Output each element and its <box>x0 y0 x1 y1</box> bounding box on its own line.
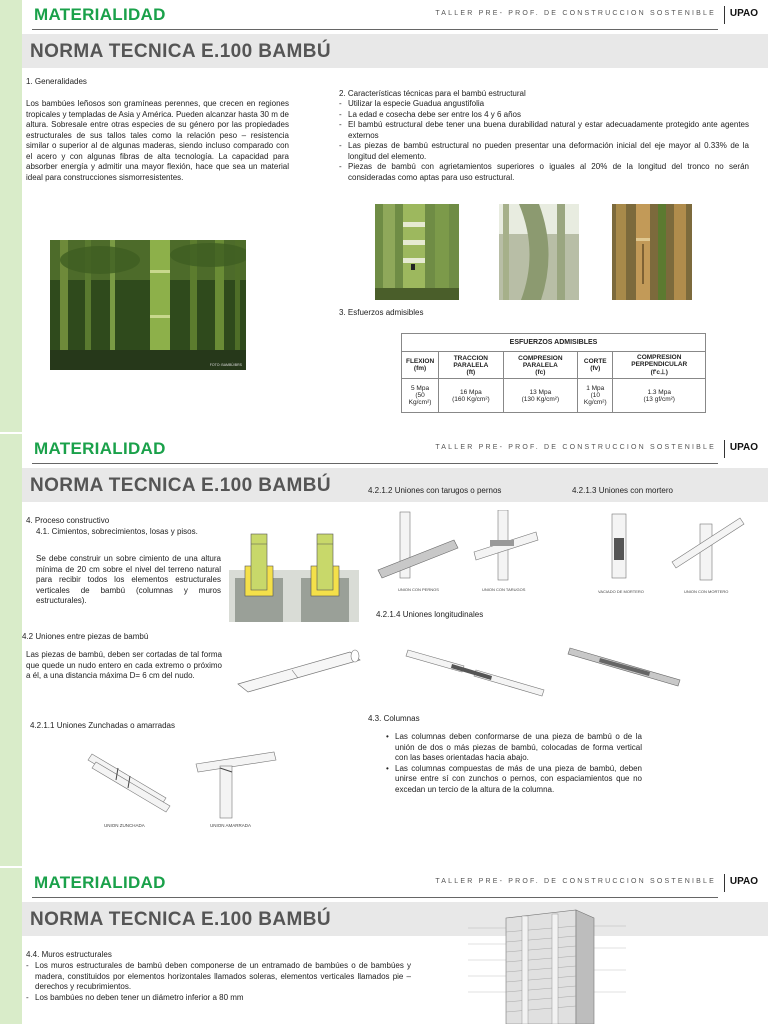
table-header: COMPRESION PERPENDICULAR (f'c⊥) <box>613 352 706 379</box>
list-item: - Los muros estructurales de bambú deben componerse de un entramado de bambúes o de bambúes y madera, constituidos por elementos horizontales llamados soleras, elementos verticales llamados pie – derechos y recubrimientos. <box>26 961 411 993</box>
list-item: • Las columnas compuestas de más de una pieza de bambú, deben unirse entre sí con zunchos o pernos, con espaciamientos que no excedan un tercio de la altura de la columna. <box>386 764 642 796</box>
tarugos-heading: 4.2.1.2 Uniones con tarugos o pernos <box>368 486 502 495</box>
table-header: FLEXION (fm) <box>402 352 439 379</box>
list-item: - Utilizar la especie Guadua angustifolia <box>339 99 749 110</box>
union-longitudinal-diagram-2 <box>560 630 690 694</box>
columnas-heading: 4.3. Columnas <box>368 714 420 723</box>
zunchada-caption: UNION ZUNCHADA <box>104 823 145 828</box>
brand-title: MATERIALIDAD <box>34 873 166 892</box>
pernos-caption: UNION CON PERNOS <box>398 587 439 592</box>
union-pernos-diagram <box>374 510 544 592</box>
list-item: - Piezas de bambú con agrietamientos superiores o iguales al 20% de la longitud del tronco no serán consideradas como aptas para uso estructural. <box>339 162 749 183</box>
course-title: TALLER PRE- PROF. DE CONSTRUCCION SOSTENIBLE <box>435 878 716 885</box>
mortero-heading: 4.2.1.3 Uniones con mortero <box>572 486 673 495</box>
course-title: TALLER PRE- PROF. DE CONSTRUCCION SOSTENIBLE <box>435 10 716 17</box>
bamboo-node-photo-1 <box>375 204 459 300</box>
zunchadas-heading: 4.2.1.1 Uniones Zunchadas o amarradas <box>30 721 175 730</box>
proceso-heading: 4. Proceso constructivo <box>26 516 110 525</box>
columnas-list <box>386 732 642 795</box>
page-title: NORMA TECNICA E.100 BAMBÚ <box>30 475 332 496</box>
table-cell: 16 Mpa (160 Kg/cm²) <box>439 379 504 413</box>
side-strip <box>0 434 22 866</box>
header-rule <box>32 463 718 464</box>
cimiento-diagram <box>229 530 359 622</box>
upao-logo: UPAO <box>729 8 758 19</box>
slide-1 <box>0 0 768 432</box>
page-title: NORMA TECNICA E.100 BAMBÚ <box>30 909 332 930</box>
table-caption: ESFUERZOS ADMISIBLES <box>402 334 706 352</box>
course-title: TALLER PRE- PROF. DE CONSTRUCCION SOSTENIBLE <box>435 444 716 451</box>
table-cell: 1 Mpa (10 Kg/cm²) <box>578 379 613 413</box>
slide-3 <box>0 868 768 1024</box>
table-cell: 1.3 Mpa (13 gf/cm²) <box>613 379 706 413</box>
caracteristicas-heading: 2. Características técnicas para el bambú estructural <box>339 89 526 98</box>
bamboo-deformation-photo <box>499 204 579 300</box>
upao-logo: UPAO <box>729 876 758 887</box>
brand-title: MATERIALIDAD <box>34 439 166 458</box>
list-item: - Los bambúes no deben tener un diámetro inferior a 80 mm <box>26 993 411 1004</box>
bamboo-crack-photo <box>612 204 692 300</box>
union-mortero-diagram <box>552 510 748 594</box>
header-divider <box>724 440 725 458</box>
header-divider <box>724 874 725 892</box>
cimientos-text: Se debe construir un sobre cimiento de una altura mínima de 20 cm sobre el nivel del terreno natural para recibir todos los elementos estructurales verticales de bambú (columnas y muros estructurales). <box>36 554 221 605</box>
slide-2 <box>0 434 768 866</box>
list-item: - Las piezas de bambú estructural no pueden presentar una deformación inicial del eje mayor al 0.33% de la longitud del elemento. <box>339 141 749 162</box>
uniones-text: Las piezas de bambú, deben ser cortadas de tal forma que quede un nudo entero en cada extremo o próximo a él, a una distancia máxima D= 6 cm del nudo. <box>26 650 222 680</box>
slide-header <box>22 868 768 900</box>
mortero-caption: UNION CON MORTERO <box>684 589 729 594</box>
union-longitudinal-diagram-1 <box>400 630 550 700</box>
title-bar <box>22 902 768 936</box>
union-zunchada-diagram <box>84 746 174 828</box>
amarrada-caption: UNION AMARRADA <box>210 823 252 828</box>
title-bar <box>22 34 768 68</box>
slide-header <box>22 434 768 466</box>
bamboo-cut-diagram <box>232 644 364 700</box>
caracteristicas-list <box>339 99 749 183</box>
table-header: CORTE (fv) <box>578 352 613 379</box>
page-title: NORMA TECNICA E.100 BAMBÚ <box>30 41 332 62</box>
photo-credit: FOTO: BAMBÚ/BRS <box>209 363 242 367</box>
title-bar <box>22 468 768 502</box>
table-cell: 5 Mpa (50 Kg/cm²) <box>402 379 439 413</box>
esfuerzos-table <box>401 333 706 413</box>
esfuerzos-heading: 3. Esfuerzos admisibles <box>339 308 424 317</box>
muro-estructural-diagram <box>466 908 656 1024</box>
list-item: - El bambú estructural debe tener una buena durabilidad natural y estar adecuadamente protegido ante agentes externos <box>339 120 749 141</box>
muros-heading: 4.4. Muros estructurales <box>26 950 112 959</box>
uniones-heading: 4.2 Uniones entre piezas de bambú <box>22 632 149 641</box>
cimientos-heading: 4.1. Cimientos, sobrecimientos, losas y pisos. <box>36 527 198 536</box>
side-strip <box>0 868 22 1024</box>
bamboo-forest-photo <box>50 240 246 370</box>
tarugos-caption: UNION CON TARUGOS <box>482 587 526 592</box>
generalidades-text: Los bambúes leñosos son gramíneas perennes, que crecen en regiones tropicales y templadas de Asia y América. Pueden alcanzar hasta 30 m de altura. Sobresale entre otras especies de su género por las propiedades estructurales de sus tallos tales como la relación peso – resistencia similar o superior al de algunas maderas, siendo incluso comparado con el acero y con algunas fibras de alta tecnología. La capacidad para absorber energía y admitir una mayor flexión, hace que sea un material ideal para construcciones sismorresistentes. <box>26 99 289 182</box>
slide-header <box>22 0 768 32</box>
generalidades-heading: 1. Generalidades <box>26 77 87 86</box>
list-item: • Las columnas deben conformarse de una pieza de bambú o de la unión de dos o más piezas de bambú, colocadas de forma vertical con las bases orientadas hacia abajo. <box>386 732 642 764</box>
muros-list <box>26 961 411 1003</box>
vaciado-caption: VACIADO DE MORTERO <box>598 589 644 594</box>
brand-title: MATERIALIDAD <box>34 5 166 24</box>
header-divider <box>724 6 725 24</box>
union-amarrada-diagram <box>192 746 282 828</box>
upao-logo: UPAO <box>729 442 758 453</box>
table-cell: 13 Mpa (130 Kg/cm²) <box>503 379 577 413</box>
list-item: - La edad e cosecha debe ser entre los 4 y 6 años <box>339 110 749 121</box>
header-rule <box>32 897 718 898</box>
header-rule <box>32 29 718 30</box>
longitudinales-heading: 4.2.1.4 Uniones longitudinales <box>376 610 484 619</box>
side-strip <box>0 0 22 432</box>
table-header: COMPRESION PARALELA (fc) <box>503 352 577 379</box>
table-header: TRACCION PARALELA (ft) <box>439 352 504 379</box>
